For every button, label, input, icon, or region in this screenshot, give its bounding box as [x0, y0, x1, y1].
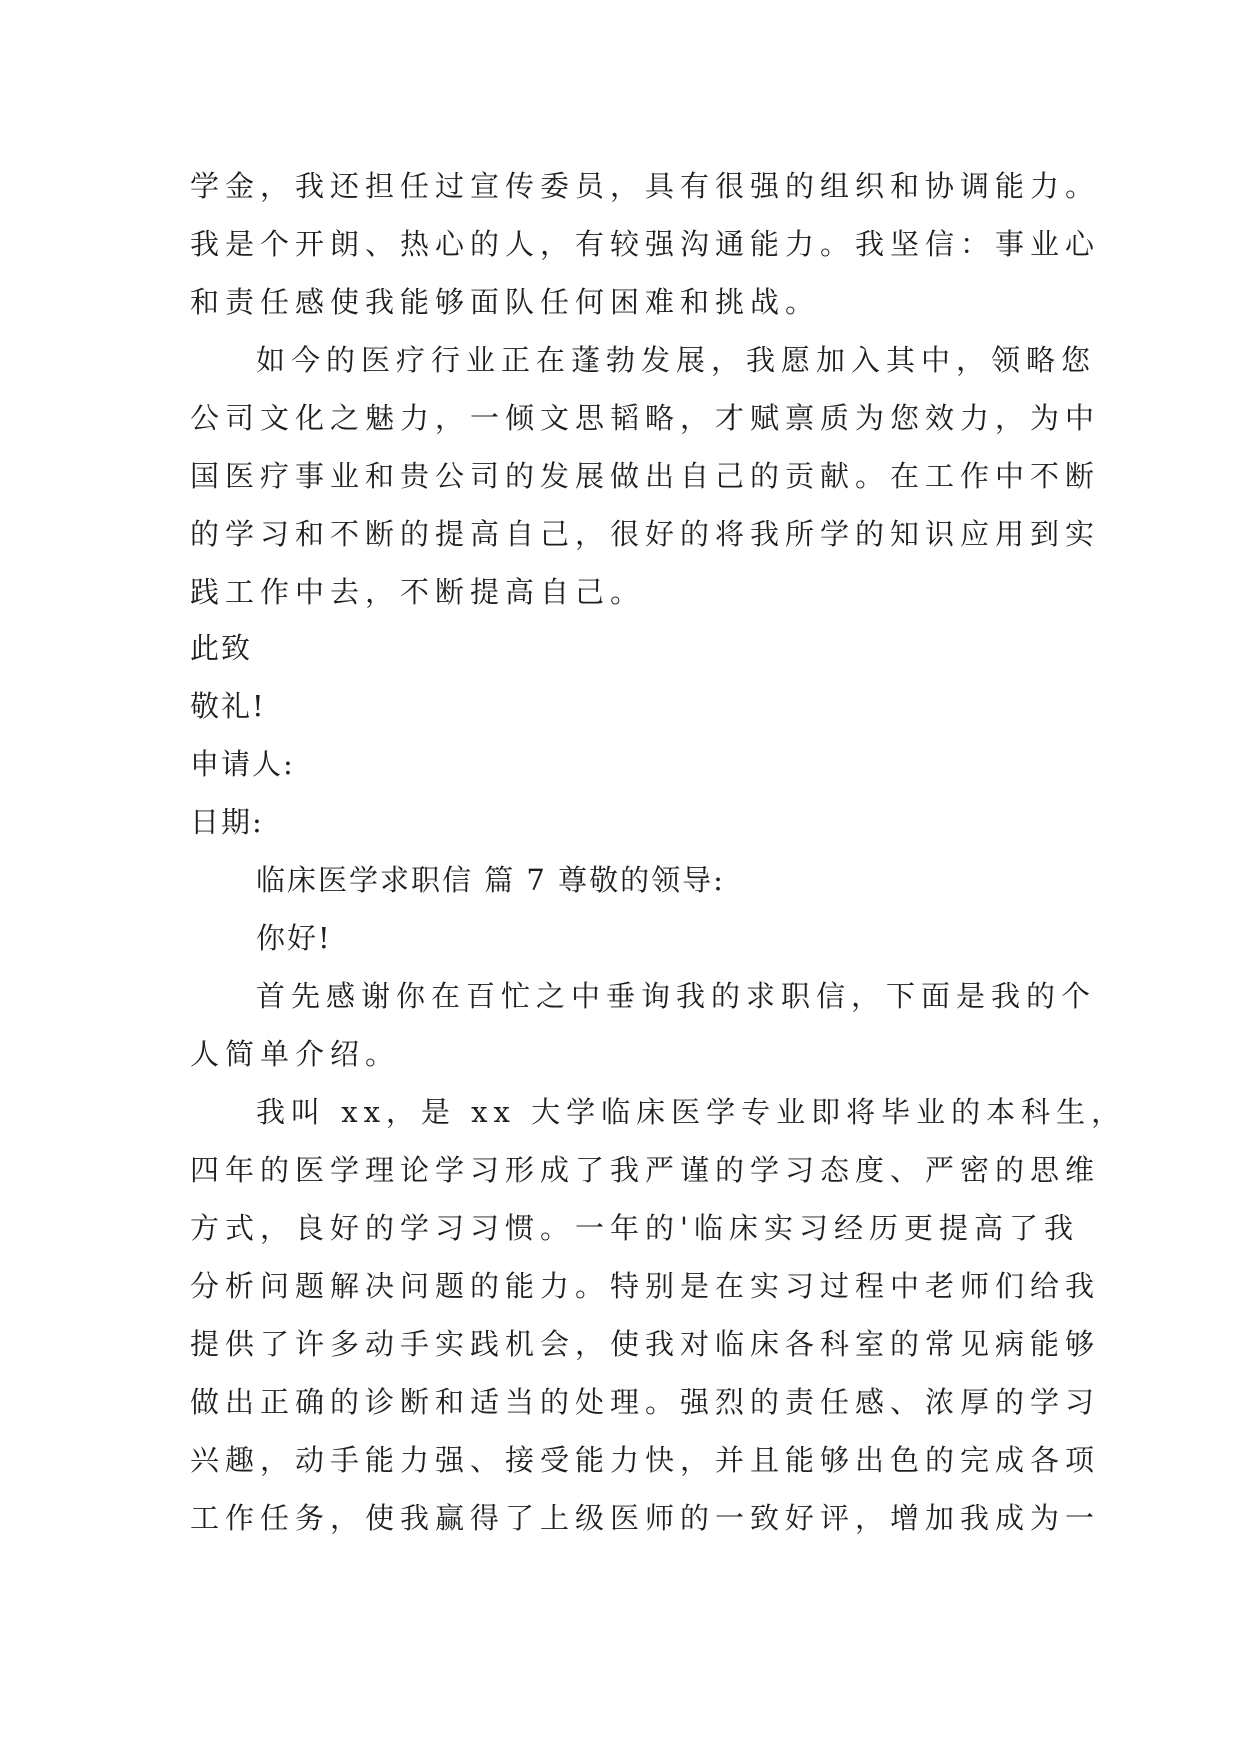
letter-greeting: 你好!: [256, 921, 332, 955]
text-line: 践工作中去，不断提高自己。: [190, 575, 646, 609]
text-line: 做出正确的诊断和适当的处理。强烈的责任感、浓厚的学习: [190, 1385, 1101, 1419]
text-line: 国医疗事业和贵公司的发展做出自己的贡献。在工作中不断: [190, 459, 1101, 493]
text-line: 兴趣，动手能力强、接受能力快，并且能够出色的完成各项: [190, 1443, 1101, 1477]
text-line: 学金，我还担任过宣传委员，具有很强的组织和协调能力。: [190, 169, 1101, 203]
applicant-label: 申请人:: [190, 747, 295, 781]
letter-heading: 临床医学求职信 篇 7 尊敬的领导:: [256, 863, 725, 897]
text-line: 公司文化之魅力，一倾文思韬略，才赋禀质为您效力，为中: [190, 401, 1101, 435]
text-line: 的学习和不断的提高自己，很好的将我所学的知识应用到实: [190, 517, 1101, 551]
text-line: 首先感谢你在百忙之中垂询我的求职信，下面是我的个: [256, 979, 1097, 1013]
text-line: 工作任务，使我赢得了上级医师的一致好评，增加我成为一: [190, 1501, 1101, 1535]
text-line: 和责任感使我能够面队任何困难和挑战。: [190, 285, 821, 319]
text-line: 我叫 xx，是 xx 大学临床医学专业即将毕业的本科生，: [256, 1095, 1127, 1129]
text-line: 四年的医学理论学习形成了我严谨的学习态度、严密的思维: [190, 1153, 1101, 1187]
closing-cizhi: 此致: [190, 631, 253, 665]
text-line: 分析问题解决问题的能力。特别是在实习过程中老师们给我: [190, 1269, 1101, 1303]
text-line: 我是个开朗、热心的人，有较强沟通能力。我坚信：事业心: [190, 227, 1101, 261]
text-line: 提供了许多动手实践机会，使我对临床各科室的常见病能够: [190, 1327, 1101, 1361]
text-line: 人简单介绍。: [190, 1037, 401, 1071]
text-line: 如今的医疗行业正在蓬勃发展，我愿加入其中，领略您: [256, 343, 1097, 377]
date-label: 日期:: [190, 805, 264, 839]
text-line: 方式，良好的学习习惯。一年的'临床实习经历更提高了我: [190, 1211, 1079, 1245]
closing-jingli: 敬礼!: [190, 689, 266, 723]
